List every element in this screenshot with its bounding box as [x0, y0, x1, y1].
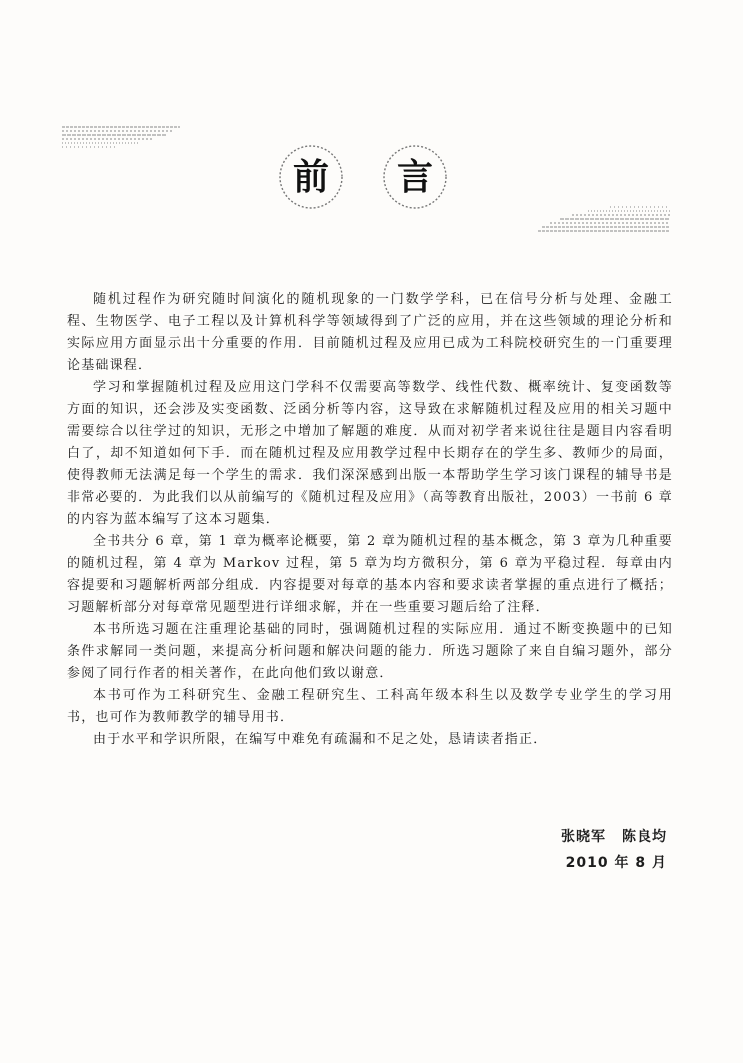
preface-body [67, 289, 673, 751]
paragraph-6: 由于水平和学识所限，在编写中难免有疏漏和不足之处，恳请读者指正． [93, 732, 548, 747]
paragraph-4: 本书所选习题在注重理论基础的同时，强调随机过程的实际应用．通过不断变换题中的已知条件求解同一类问题，来提高分析问题和解决问题的能力．所选习题除了来自自编习题外，部分参阅了同行作者的相关著作，在此向他们致以谢意． [67, 622, 673, 681]
author-2: 陈良均 [622, 829, 667, 845]
paragraph-5: 本书可作为工科研究生、金融工程研究生、工科高年级本科生以及数学专业学生的学习用书，也可作为教师教学的辅导用书． [67, 688, 673, 725]
paragraph-3: 全书共分 6 章，第 1 章为概率论概要，第 2 章为随机过程的基本概念，第 3 章为几种重要的随机过程，第 4 章为 Markov 过程，第 5 章为均方微积分，第 6 章为平稳过程．每章由内容提要和习题解析两部分组成．内容提要对每章的基本内容和要求读者掌握的重点进行了概括；习题解析部分对每章常见题型进行详细求解，并在一些重要习题后给了注释． [67, 534, 673, 615]
title-char-2: 言 [378, 152, 452, 204]
date: 2010 年 8 月 [565, 855, 667, 871]
title-char-1: 前 [274, 152, 348, 204]
author-1: 张晓军 [561, 829, 606, 845]
decorative-lines-left [62, 124, 180, 150]
paragraph-1: 随机过程作为研究随时间演化的随机现象的一门数学学科，已在信号分析与处理、金融工程、生物医学、电子工程以及计算机科学等领域得到了广泛的应用，并在这些领域的理论分析和实际应用方面显示出十分重要的作用．目前随机过程及应用已成为工科院校研究生的一门重要理论基础课程． [67, 292, 673, 373]
paragraph-2: 学习和掌握随机过程及应用这门学科不仅需要高等数学、线性代数、概率统计、复变函数等方面的知识，还会涉及实变函数、泛函分析等内容，这导致在求解随机过程及应用的相关习题中需要综合以往学过的知识，无形之中增加了解题的难度．从而对初学者来说往往是题目内容看明白了，却不知道如何下手．而在随机过程及应用教学过程中长期存在的学生多、教师少的局面，使得教师无法满足每一个学生的需求．我们深深感到出版一本帮助学生学习该门课程的辅导书是非常必要的．为此我们以从前编写的《随机过程及应用》（高等教育出版社，2003）一书前 6 章的内容为蓝本编写了这本习题集． [67, 380, 673, 527]
decorative-lines-right [538, 204, 670, 236]
authors [561, 824, 667, 850]
signature [561, 824, 667, 876]
page-title [0, 152, 743, 204]
